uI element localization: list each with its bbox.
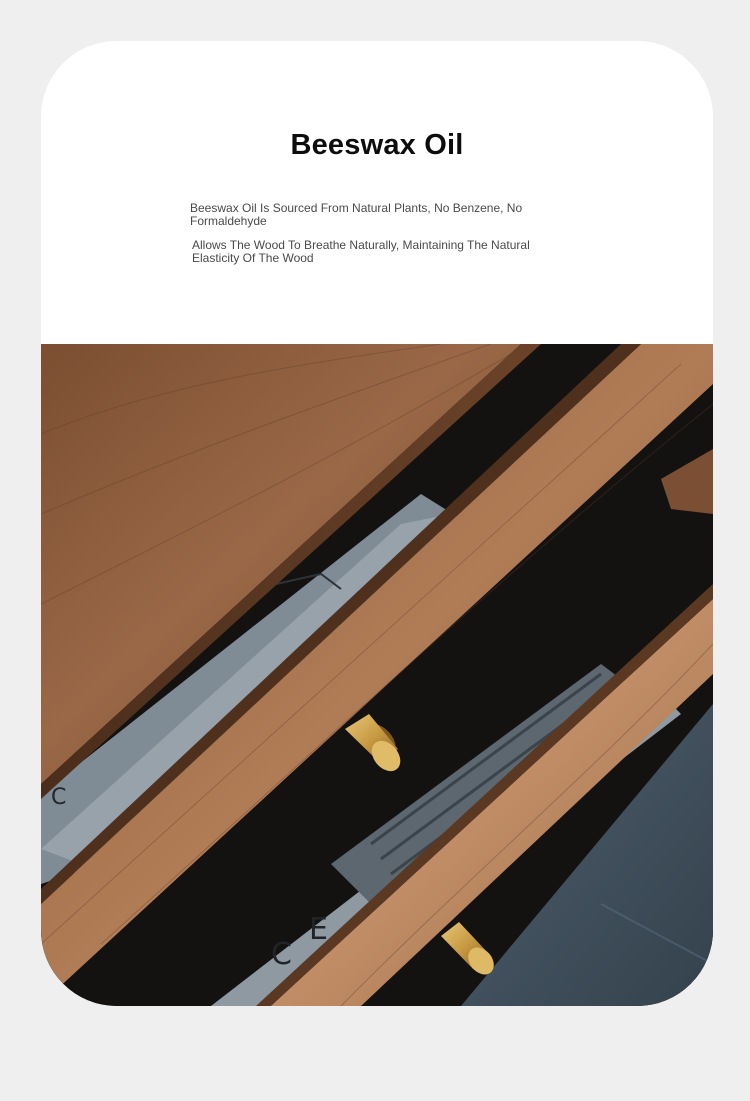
product-feature-card <box>41 41 713 1006</box>
feature-description-1: Beeswax Oil Is Sourced From Natural Plants, No Benzene, No Formaldehyde <box>190 201 523 228</box>
feature-description-2: Allows The Wood To Breathe Naturally, Maintaining The Natural Elasticity Of The Wood <box>192 238 530 265</box>
drawer-illustration <box>41 344 713 1006</box>
feature-title: Beeswax Oil <box>290 129 464 161</box>
svg-text:C: C <box>51 785 67 810</box>
svg-text:E: E <box>309 912 328 947</box>
product-photo <box>41 344 713 1006</box>
svg-text:C: C <box>271 937 292 972</box>
feature-header <box>41 41 713 344</box>
